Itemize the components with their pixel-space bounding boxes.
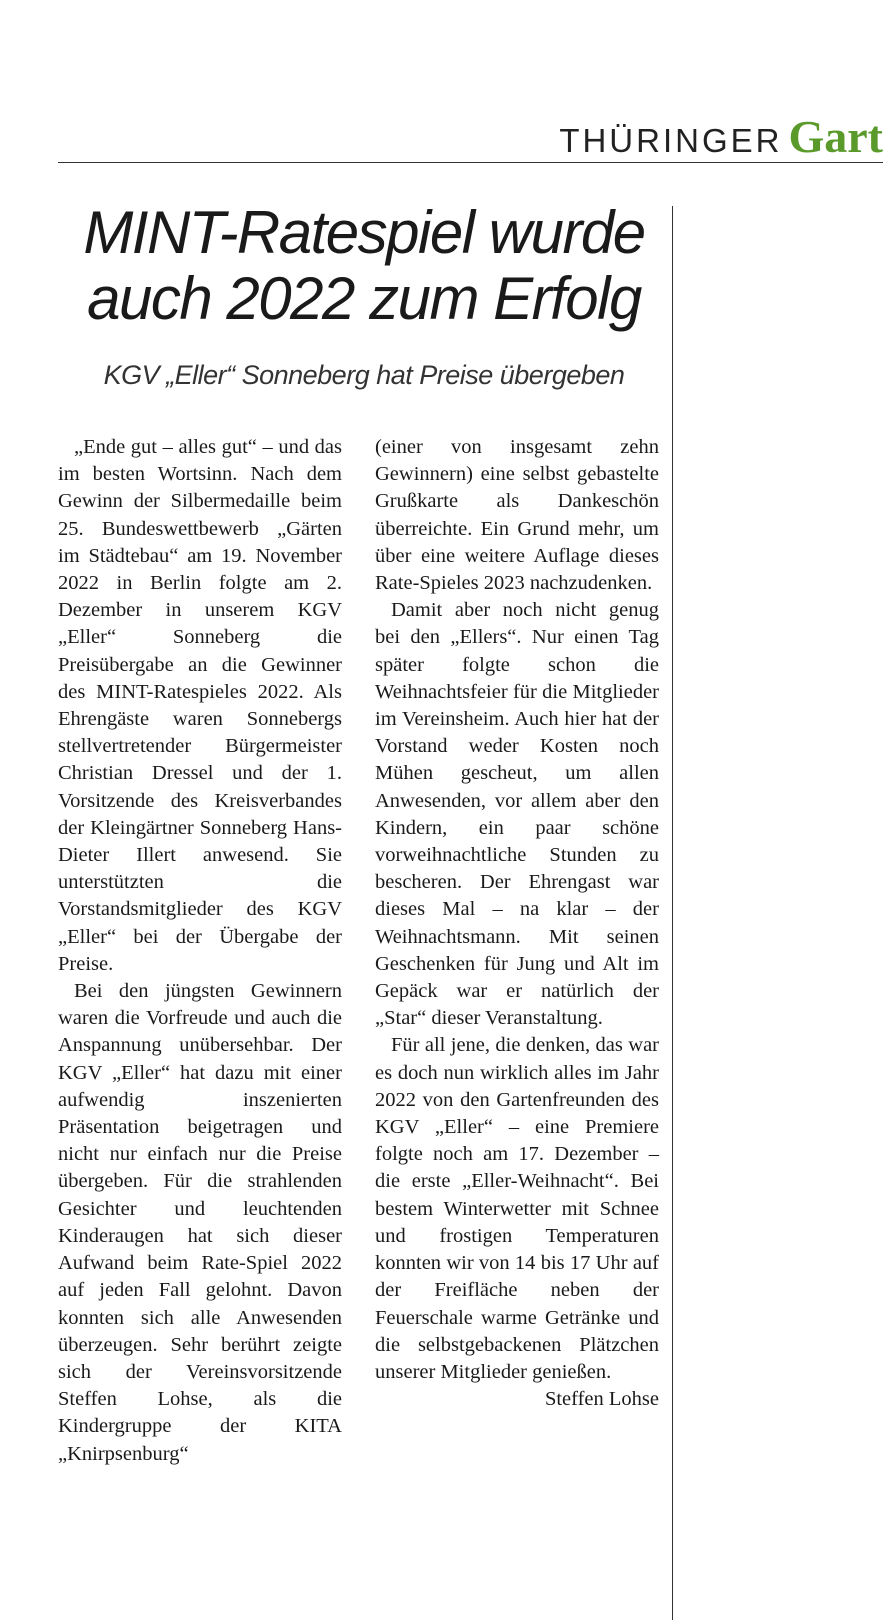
article-paragraph: Für all jene, die denken, das war es doch nun wirklich alles im Jahr 2022 von den Gartenfreunden des KGV „Eller“ – eine Premiere folgte noch am 17. Dezember – die erste „Eller-Weihnacht“. Bei bestem Winterwetter mit Schnee und frostigen Temperaturen konnten wir von 14 bis 17 Uhr auf der Freifläche neben der Feuerschale warme Getränke und die selbstgebackenen Plätzchen unserer Mitglieder genießen. [375,1034,659,1383]
masthead [559,110,883,166]
article-subheadline: KGV „Eller“ Sonneberg hat Preise übergeben [103,360,625,390]
header-divider [58,162,883,163]
article-paragraph: (einer von insgesamt zehn Gewinnern) eine selbst gebastelte Grußkarte als Dankeschön überreichte. Ein Grund mehr, um über eine weitere Auflage dieses Rate-Spieles 2023 nachzudenken. [375,436,659,595]
article-paragraph: Bei den jüngsten Gewinnern waren die Vorfreude und auch die Anspannung unübersehbar. Der KGV „Eller“ hat dazu mit einer aufwendig inszenierten Präsentation beigetragen und nicht nur einfach nur die Preise übergeben. Für die strahlenden Gesichter und leuchtenden Kinderaugen hat sich dieser Aufwand beim Rate-Spiel 2022 auf jeden Fall gelohnt. Davon konnten sich alle Anwesenden überzeugen. Sehr berührt zeigte sich der Vereinsvorsitzende Steffen Lohse, als die Kindergruppe der KITA „Knirpsenburg“ [58,980,342,1465]
article-author: Steffen Lohse [544,1388,659,1411]
article-column-left [58,434,342,1468]
article-headline: MINT-Ratespiel wurde auch 2022 zum Erfolg [83,199,645,332]
article-paragraph: „Ende gut – alles gut“ – und das im besten Wortsinn. Nach dem Gewinn der Silbermedaille beim 25. Bundeswettbewerb „Gärten im Städtebau“ am 19. November 2022 in Berlin folgte am 2. Dezember in unserem KGV „Eller“ Sonneberg die Preisübergabe an die Gewinner des MINT-Ratespieles 2022. Als Ehrengäste waren Sonnebergs stellvertretender Bürgermeister Christian Dressel und der 1. Vorsitzende des Kreisverbandes der Kleingärtner Sonneberg Hans-Dieter Illert anwesend. Sie unterstützten die Vorstandsmitglieder des KGV „Eller“ bei der Übergabe der Preise. [58,436,342,975]
article-paragraph: Damit aber noch nicht genug bei den „Ellers“. Nur einen Tag später folgte schon die Weihnachtsfeier für die Mitglieder im Vereinsheim. Auch hier hat der Vorstand weder Kosten noch Mühen gescheut, um allen Anwesenden, vor allem aber den Kindern, ein paar schöne vorweihnachtliche Stunden zu bescheren. Der Ehrengast war dieses Mal – na klar – der Weihnachtsmann. Mit seinen Geschenken für Jung und Alt im Gepäck war er natürlich der „Star“ dieser Veranstaltung. [375,599,659,1030]
column-divider [672,206,673,1620]
masthead-section-name: Gart [788,111,883,162]
masthead-publication-name: THÜRINGER [559,122,783,159]
article-column-right [375,434,659,1413]
